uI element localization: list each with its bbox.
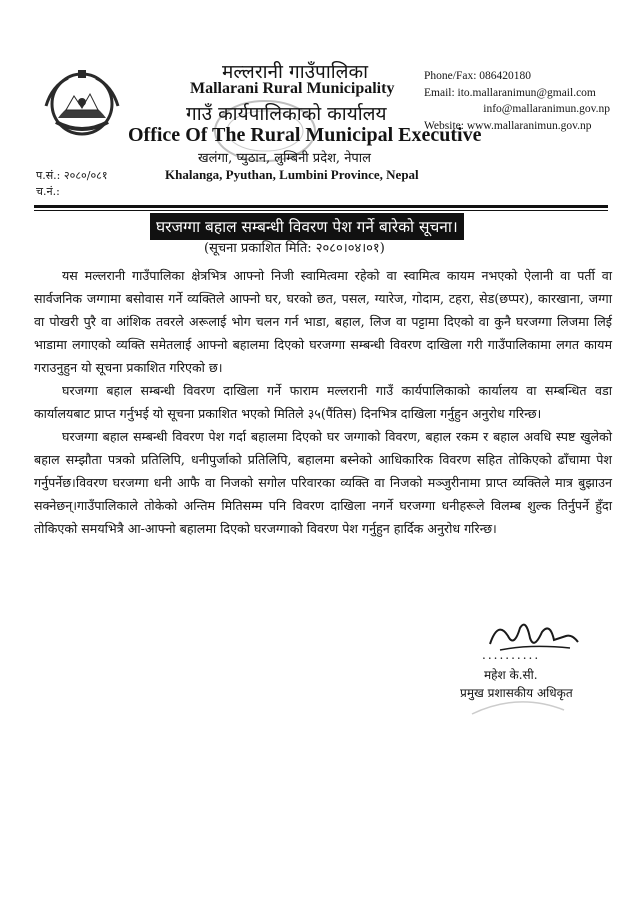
notice-title: घरजग्गा बहाल सम्बन्धी विवरण पेश गर्ने बारेको सूचना। — [150, 213, 464, 240]
contact-block — [424, 68, 616, 134]
body-paragraph-3: घरजग्गा बहाल सम्बन्धी विवरण पेश गर्दा बहालमा दिएको घर जग्गाको विवरण, बहाल रकम र बहाल अवधि स्पष्ट खुलेको बहाल सम्झौता पत्रको प्रतिलिपि, धनीपुर्जाको प्रतिलिपि, बहालमा बस्नेको आधिकारिक विवरण सहित तोकिएको ढाँचामा पेश गर्नुपर्नेछ।विवरण घरजग्गा धनी आफै वा निजको सगोल परिवारका व्यक्ति वा निजको मञ्जुरीनामा प्राप्त व्यक्तिले मात्र बुझाउन सक्नेछन्।गाउँपालिकाले तोकेको अन्तिम मितिसम्म पनि विवरण दाखिला नगर्ने घरजग्गा धनीहरूले विलम्ब शुल्क तिर्नुपर्ने हुँदा तोकिएको समयभित्रै आ-आफ्नो बहालमा दिएको घरजग्गाको विवरण पेश गर्नुहुन हार्दिक अनुरोध गरिन्छ। — [34, 429, 612, 536]
email-secondary: info@mallaranimun.gov.np — [483, 103, 610, 115]
signature-stamp-icon — [468, 690, 568, 720]
dispatch-number: च.नं.: — [36, 185, 60, 198]
notice-body — [34, 264, 612, 540]
website: Website: www.mallaranimun.gov.np — [424, 119, 592, 132]
letter-number: प.सं.: २०८०/०८१ — [36, 169, 108, 182]
nepal-emblem-icon — [38, 66, 124, 140]
address-english: Khalanga, Pyuthan, Lumbini Province, Nepal — [165, 167, 419, 182]
office-name-english: Office Of The Rural Municipal Executive — [128, 124, 482, 146]
signatory-title: प्रमुख प्रशासकीय अधिकृत — [460, 686, 573, 700]
municipality-name-english: Mallarani Rural Municipality — [190, 80, 395, 97]
header-divider — [34, 205, 608, 208]
email-primary: Email: ito.mallaranimun@gmail.com — [424, 86, 596, 99]
phone-fax: Phone/Fax: 086420180 — [424, 70, 532, 82]
signature-line: .......... — [482, 648, 541, 662]
office-name-nepali: गाउँ कार्यपालिकाको कार्यालय — [186, 103, 387, 125]
reference-block — [36, 168, 108, 200]
address-nepali: खलंगा, प्युठान, लुम्बिनी प्रदेश, नेपाल — [198, 151, 371, 166]
body-paragraph-2: घरजग्गा बहाल सम्बन्धी विवरण दाखिला गर्ने फाराम मल्लरानी गाउँ कार्यपालिकाको कार्यालय वा सम्बन्धित वडा कार्यालयबाट प्राप्त गर्नुभई यो सूचना प्रकाशित भएको मितिले ३५(पैंतिस) दिनभित्र दाखिला गर्नुहुन अनुरोध गरिन्छ। — [34, 383, 612, 421]
published-date: (सूचना प्रकाशित मिति: २०८०।०४।०१) — [204, 241, 385, 256]
header-divider-thin — [34, 210, 608, 211]
municipality-name-nepali: मल्लरानी गाउँपालिका — [222, 61, 369, 83]
signatory-name: महेश के.सी. — [484, 668, 538, 682]
body-paragraph-1: यस मल्लरानी गाउँपालिका क्षेत्रभित्र आफ्नो निजी स्वामित्वमा रहेको वा स्वामित्व कायम नभएको ऐलानी वा पर्ती वा सार्वजनिक जग्गामा बसोवास गर्ने व्यक्तिले आफ्नो घर, घरको छत, पसल, ग्यारेज, गोदाम, टहरा, सेड(छप्पर), कारखाना, जग्गा वा पोखरी पुरै वा आंशिक तवरले अरूलाई भोग चलन गर्न भाडा, बहाल, लिज वा पट्टामा दिएको वा कुनै घरजग्गा लिजमा लिई भाडामा लगाएको व्यक्ति समेतलाई आफ्नो बहालमा दिएको घरजग्गा सम्बन्धी विवरण दाखिला गरी गाउँपालिकामा लगत कायम गराउनुहुन यो सूचना प्रकाशित गरिएको छ। — [34, 268, 612, 375]
